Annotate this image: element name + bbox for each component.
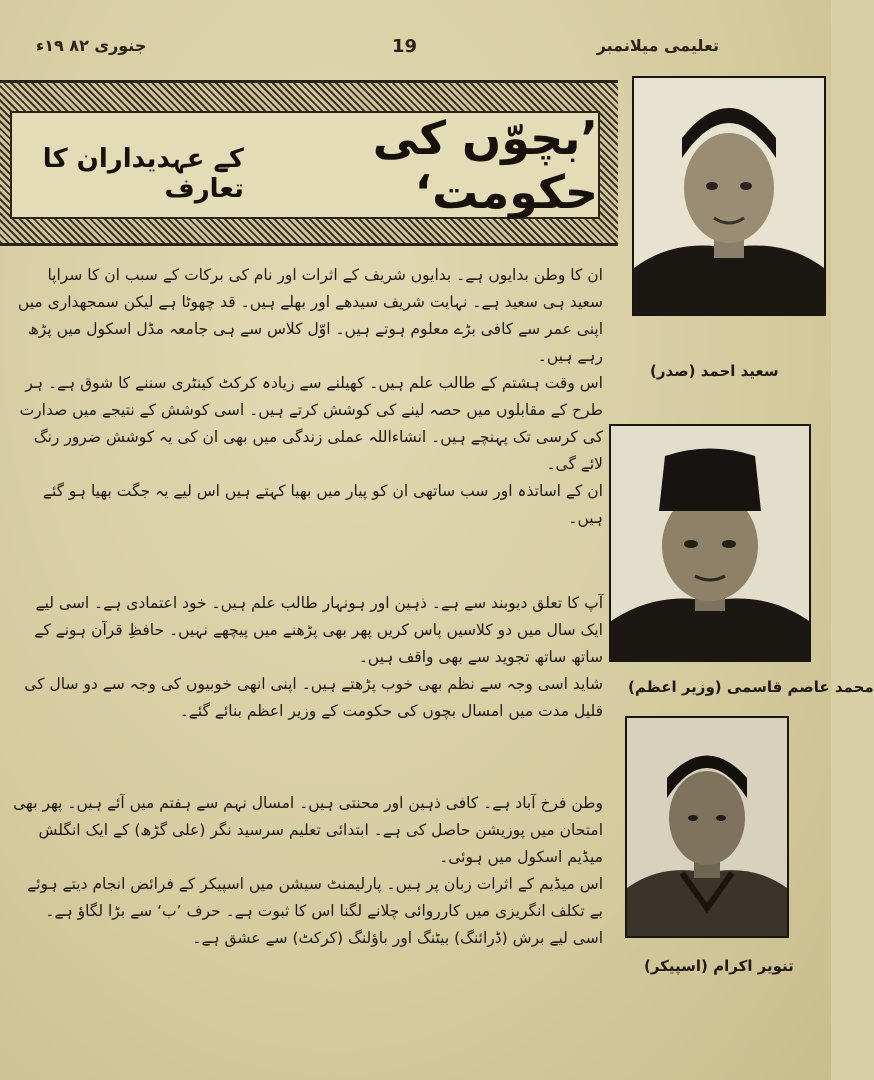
paragraph: اس میڈیم کے اثرات زبان پر ہیں۔ پارلیمنٹ سیشن میں اسپیکر کے فرائض انجام دیتے ہوئے بے تکلف انگریزی میں کارروائی چلانے لگنا اس کا ثبوت ہے۔ حرف ’ب‘ سے بڑا لگاؤ ہے۔ اسی لیے برش (ڈرائنگ) بیٹنگ اور باؤلنگ (کرکٹ) سے عشق ہے۔	[27, 875, 603, 947]
caption-president: سعید احمد (صدر)	[650, 362, 779, 380]
title-box	[10, 111, 600, 219]
paragraph: وطن فرخ آباد ہے۔ کافی ذہین اور محنتی ہیں۔ امسال نہم سے ہفتم میں آئے ہیں۔ پھر بھی امتحان میں پوزیشن حاصل کی ہے۔ ابتدائی تعلیم سرسید نگر (علی گڑھ) کے ایک انگلش میڈیم اسکول میں ہوئی۔	[13, 794, 603, 866]
caption-prime-minister: محمد عاصم قاسمی (وزیر اعظم)	[628, 678, 874, 696]
portrait-photo-speaker	[625, 716, 789, 938]
header-date: جنوری ۸۲ ۱۹ء	[36, 36, 147, 55]
profile-text-president	[13, 262, 603, 532]
profile-text-speaker	[13, 790, 603, 952]
caption-speaker: تنویر اکرام (اسپیکر)	[644, 957, 794, 975]
banner-subtitle: کے عہدیداران کا تعارف	[42, 144, 244, 204]
header-publication: تعلیمی میلانمبر	[596, 36, 719, 55]
paragraph: آپ کا تعلق دیوبند سے ہے۔ ذہین اور ہونہار طالب علم ہیں۔ خود اعتمادی ہے۔ اسی لیے ایک سال میں دو کلاسیں پاس کریں پھر بھی پڑھنے میں پیچھے نہیں۔ حافظِ قرآن ہونے کے ساتھ ساتھ تجوید سے بھی واقف ہیں۔	[34, 594, 603, 666]
portrait-photo-president	[632, 76, 826, 316]
banner-title: ’بچوّں کی حکومت‘	[372, 111, 598, 219]
paragraph: شاید اسی وجہ سے نظم بھی خوب پڑھتے ہیں۔ اپنی انھی خوبیوں کی وجہ سے دو سال کی قلیل مدت میں امسال بچوں کی حکومت کے وزیر اعظم بنائے گئے۔	[24, 675, 603, 720]
title-banner	[0, 80, 618, 246]
profile-text-prime-minister	[13, 590, 603, 725]
paragraph: ان کے اساتذہ اور سب ساتھی ان کو پیار میں بھیا کہتے ہیں اس لیے یہ جگت بھیا ہو گئے ہیں۔	[42, 482, 603, 527]
page-number: 19	[392, 36, 418, 57]
portrait-photo-prime-minister	[609, 424, 811, 662]
paragraph: اس وقت ہشتم کے طالب علم ہیں۔ کھیلنے سے زیادہ کرکٹ کینٹری سننے کا شوق ہے۔ ہر طرح کے مقابلوں میں حصہ لینے کی کوشش کرتے ہیں۔ اسی کوشش کے نتیجے میں صدارت کی کرسی تک پہنچے ہیں۔ انشاءاللہ عملی زندگی میں بھی ان کی یہ کوشش ضرور رنگ لائے گی۔	[19, 374, 603, 473]
paragraph: ان کا وطن بدایوں ہے۔ بدایوں شریف کے اثرات اور نام کی برکات کے سبب ان کا سراپا سعید ہی سعید ہے۔ نہایت شریف سیدھے اور بھلے ہیں۔ قد چھوٹا ہے لیکن سمجھداری میں اپنی عمر سے کافی بڑے معلوم ہوتے ہیں۔ اوّل کلاس سے ہی جامعہ مڈل اسکول میں پڑھ رہے ہیں۔	[17, 266, 603, 365]
